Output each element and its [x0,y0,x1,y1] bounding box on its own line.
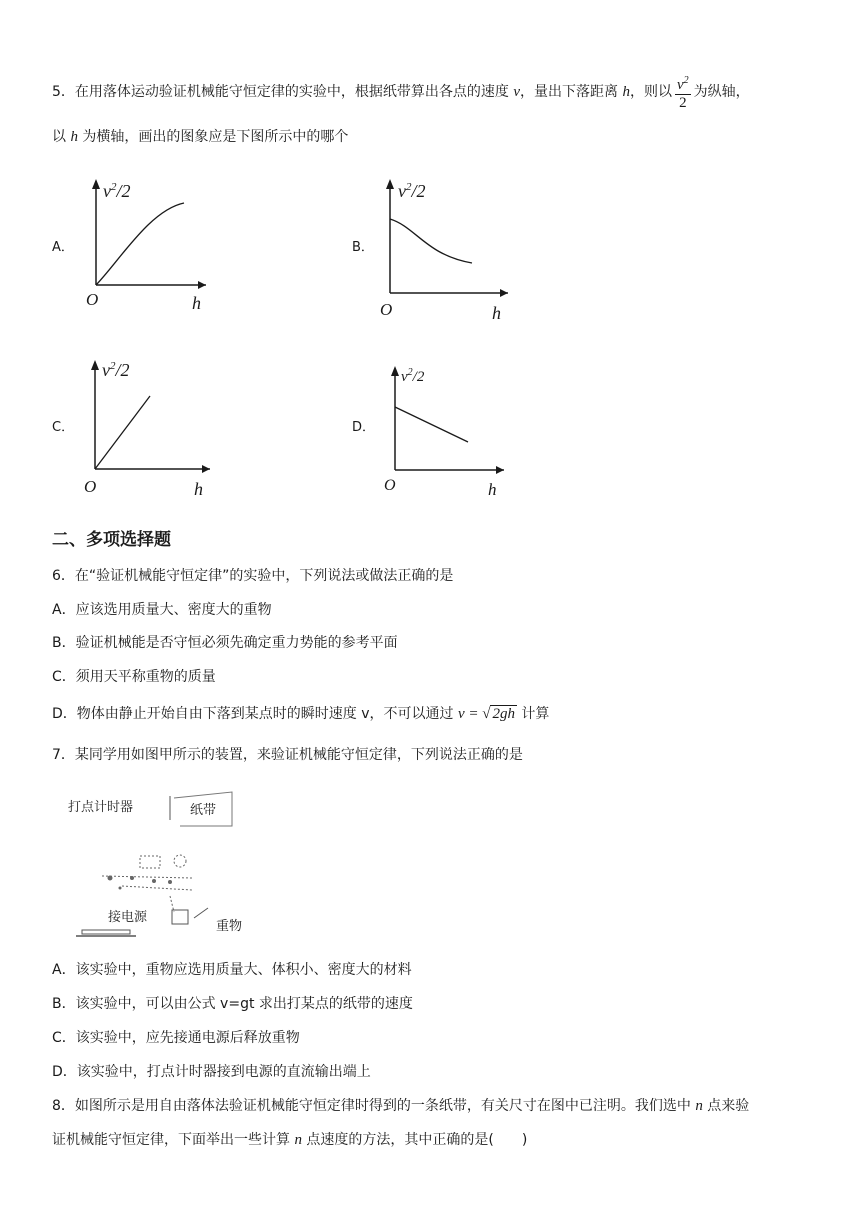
graph-b-curve [390,219,472,263]
graph-c-xlabel: h [194,479,203,498]
q5-line1: 5．在用落体运动验证机械能守恒定律的实验中，根据纸带算出各点的速度 v，量出下落距离 h，则以 $\frac{v^2}{2}$ 为纵轴， [52,72,750,112]
sqrt-2gh: 2gh [492,706,515,722]
q7-stem: 7．某同学用如图甲所示的装置，来验证机械能守恒定律，下列说法正确的是 [52,747,523,763]
q6-option-a[interactable]: A．应该选用质量大、密度大的重物 [52,602,272,618]
q7-option-a[interactable]: A．该实验中，重物应选用质量大、体积小、密度大的材料 [52,962,412,978]
graph-c-origin: O [84,477,97,496]
graph-a-xlabel: h [192,293,201,313]
q7-option-b[interactable]: B．该实验中，可以由公式 v=gt 求出打某点的纸带的速度 [52,996,413,1012]
graph-d [380,362,510,502]
q5-option-b-label[interactable]: B． [352,240,374,255]
q7-option-c[interactable]: C．该实验中，应先接通电源后释放重物 [52,1030,300,1046]
graph-a [80,175,210,315]
q6-option-d[interactable]: D．物体由静止开始自由下落到某点时的瞬时速度 v，不可以通过 v = √ 2gh 计算 [52,706,550,722]
q6-option-c[interactable]: C．须用天平称重物的质量 [52,669,216,685]
fig-timer-label: 打点计时器 [68,800,134,815]
q7-apparatus-figure [62,786,272,946]
q5-option-a-label[interactable]: A． [52,240,74,255]
q5-line2: 以 h 为横轴，画出的图象应是下图所示中的哪个 [52,129,349,145]
graph-b-ylabel: $v^2/2$ [398,181,426,201]
q8-line2: 证机械能守恒定律，下面举出一些计算 n 点速度的方法，其中正确的是( ) [52,1132,528,1148]
q6-stem: 6．在“验证机械能守恒定律”的实验中，下列说法或做法正确的是 [52,568,454,584]
section-heading-multiple-choice: 二、多项选择题 [52,530,171,550]
q7-option-d[interactable]: D．该实验中，打点计时器接到电源的直流输出端上 [52,1064,371,1080]
graph-b [376,175,516,325]
q6-option-b[interactable]: B．验证机械能是否守恒必须先确定重力势能的参考平面 [52,635,398,651]
v2-over-2-fraction: $\frac{v^2}{2}$ [675,72,691,112]
q5-option-d-label[interactable]: D． [352,420,376,435]
fig-power-label: 接电源 [108,910,148,925]
graph-b-xlabel: h [492,303,501,323]
graph-c-ylabel: $v^2/2$ [102,360,130,380]
q8-line1: 8．如图所示是用自由落体法验证机械能守恒定律时得到的一条纸带，有关尺寸在图中已注明。我们选中 n 点来验 [52,1098,750,1114]
graph-a-curve [96,203,184,285]
graph-d-origin: O [384,477,396,494]
graph-c-line [95,396,150,469]
graph-d-ylabel: $v^2/2$ [401,367,425,385]
fig-weight-label: 重物 [216,919,243,934]
graph-a-origin: O [86,290,99,309]
graph-b-origin: O [380,300,393,319]
graph-d-line [395,407,468,442]
graph-d-xlabel: h [488,480,497,499]
graph-a-ylabel: $v^2/2$ [103,181,131,201]
fig-tape-label: 纸带 [190,803,217,818]
graph-c [80,356,215,498]
q5-option-c-label[interactable]: C． [52,420,75,435]
